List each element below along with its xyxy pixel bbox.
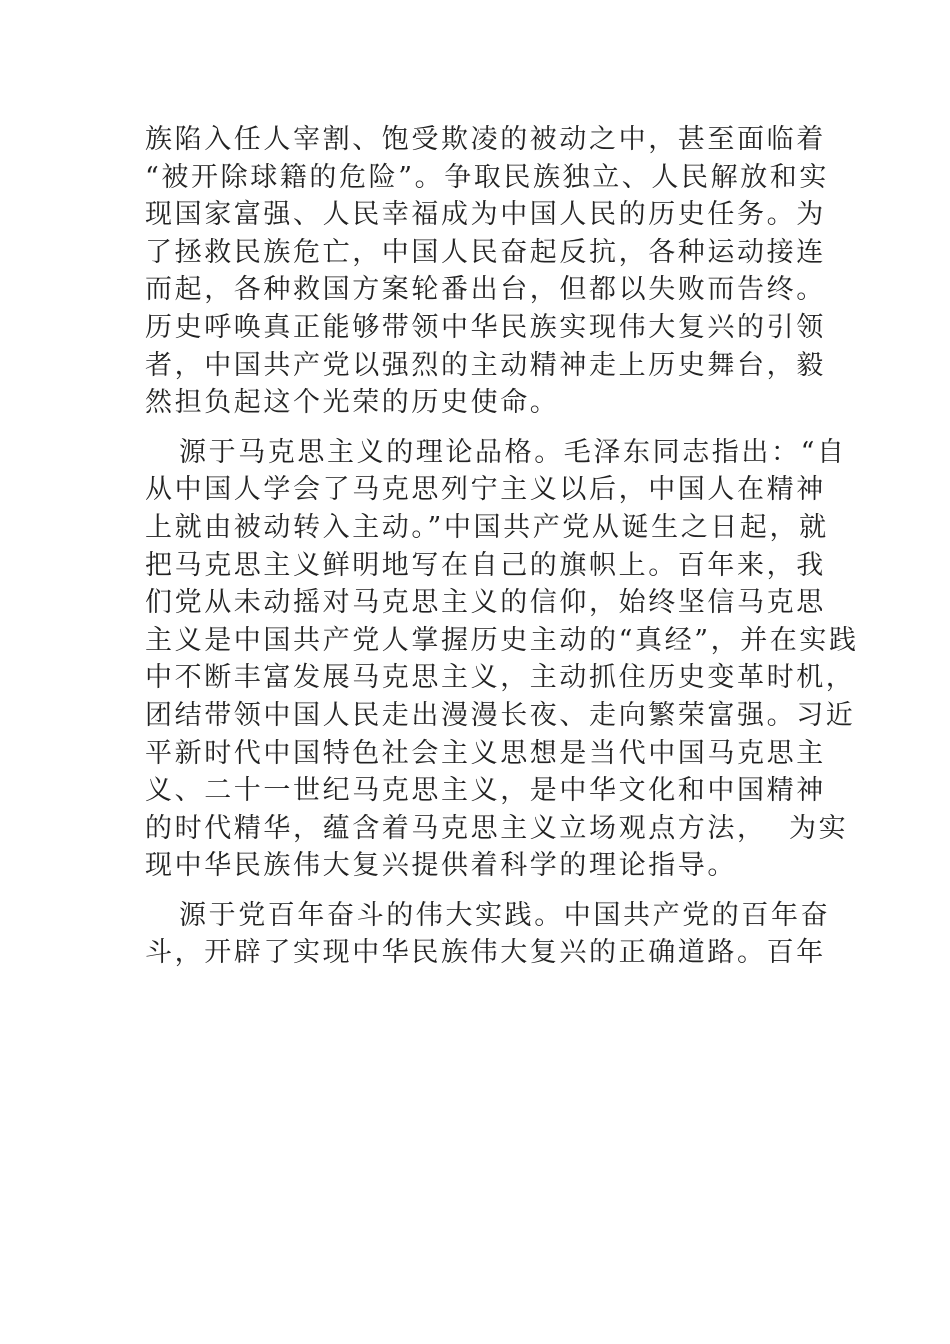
text-line: 平新时代中国特色社会主义思想是当代中国马克思主 (145, 737, 826, 769)
text-line: 族陷入任人宰割、饱受欺凌的被动之中，甚至面临着 (145, 124, 826, 155)
text-line: 斗，开辟了实现中华民族伟大复兴的正确道路。百年 (145, 937, 826, 969)
text-line: 现中华民族伟大复兴提供着科学的理论指导。 (145, 850, 737, 882)
text-line: 主义是中国共产党人掌握历史主动的“真经”，并在实践 (145, 624, 859, 656)
text-line: 了拯救民族危亡，中国人民奋起反抗，各种运动接连 (145, 236, 826, 268)
text-line: 然担负起这个光荣的历史使命。 (145, 387, 560, 419)
paragraph-2 (145, 434, 859, 885)
document-body (145, 121, 859, 972)
text-line: 的时代精华，蕴含着马克思主义立场观点方法， 为实 (145, 812, 849, 844)
text-line: 上就由被动转入主动。”中国共产党从诞生之日起，就 (145, 511, 829, 543)
text-line: “被开除球籍的危险”。争取民族独立、人民解放和实 (145, 161, 830, 193)
text-line: 把马克思主义鲜明地写在自己的旗帜上。百年来，我 (145, 549, 826, 581)
text-line: 从中国人学会了马克思列宁主义以后，中国人在精神 (145, 474, 826, 506)
text-line: 而起，各种救国方案轮番出台，但都以失败而告终。 (145, 274, 826, 306)
text-line: 现国家富强、人民幸福成为中国人民的历史任务。为 (145, 199, 826, 231)
text-line: 源于党百年奋斗的伟大实践。中国共产党的百年奋 (179, 899, 831, 931)
text-line: 们党从未动摇对马克思主义的信仰，始终坚信马克思 (145, 587, 826, 619)
text-line: 中不断丰富发展马克思主义，主动抓住历史变革时机， (145, 662, 856, 694)
text-line: 历史呼唤真正能够带领中华民族实现伟大复兴的引领 (145, 311, 826, 343)
text-line: 义、二十一世纪马克思主义，是中华文化和中国精神 (145, 775, 826, 807)
text-line: 团结带领中国人民走出漫漫长夜、走向繁荣富强。习近 (145, 699, 856, 731)
paragraph-1 (145, 121, 830, 422)
paragraph-3 (145, 897, 831, 972)
text-line: 源于马克思主义的理论品格。毛泽东同志指出：“自 (179, 436, 847, 468)
text-line: 者，中国共产党以强烈的主动精神走上历史舞台，毅 (145, 349, 826, 381)
